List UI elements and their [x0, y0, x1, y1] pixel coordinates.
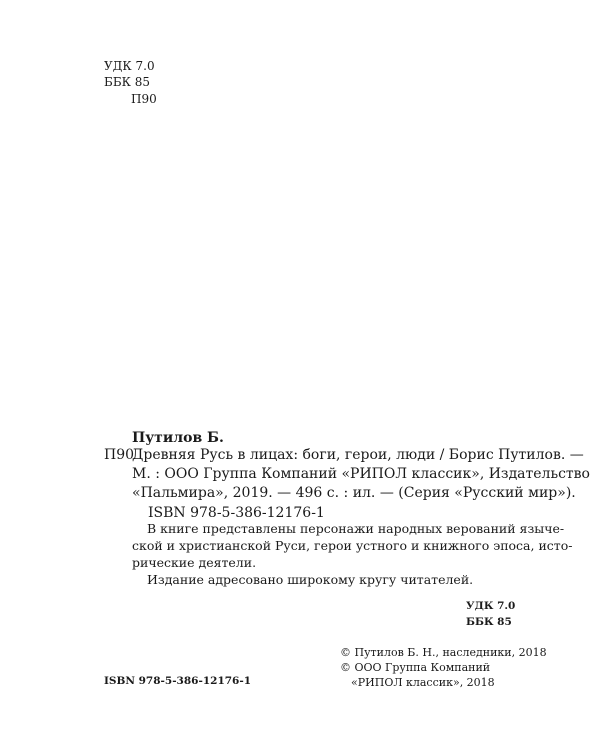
annotation-line-1: В книге представлены персонажи народных верований языче- [147, 521, 565, 536]
copyright-line-1: © Путилов Б. Н., наследники, 2018 [340, 646, 547, 659]
annotation-line-3: рические деятели. [132, 555, 257, 570]
bbk-code-top: ББК 85 [104, 75, 151, 89]
author-name: Путилов Б. [132, 430, 224, 446]
isbn-bottom: ISBN 978-5-386-12176-1 [104, 675, 252, 687]
entry-line-2: М. : ООО Группа Компаний «РИПОЛ классик», Издательство [132, 466, 590, 482]
author-sign-top: П90 [131, 92, 157, 106]
bbk-code-bottom: ББК 85 [466, 616, 512, 628]
copyright-line-2: © ООО Группа Компаний [340, 661, 491, 674]
entry-line-1: Древняя Русь в лицах: боги, герои, люди / Борис Путилов. — [132, 447, 584, 463]
udk-code-bottom: УДК 7.0 [466, 600, 516, 612]
author-sign-entry: П90 [104, 447, 135, 463]
entry-line-3: «Пальмира», 2019. — 496 с. : ил. — (Серия «Русский мир»). [132, 485, 576, 501]
annotation-line-2: ской и христианской Руси, герои устного и книжного эпоса, исто- [132, 538, 573, 553]
copyright-line-3: «РИПОЛ классик», 2018 [351, 676, 495, 689]
udk-code-top: УДК 7.0 [104, 59, 155, 73]
entry-isbn: ISBN 978-5-386-12176-1 [148, 505, 325, 521]
annotation-audience: Издание адресовано широкому кругу читателей. [147, 572, 474, 587]
